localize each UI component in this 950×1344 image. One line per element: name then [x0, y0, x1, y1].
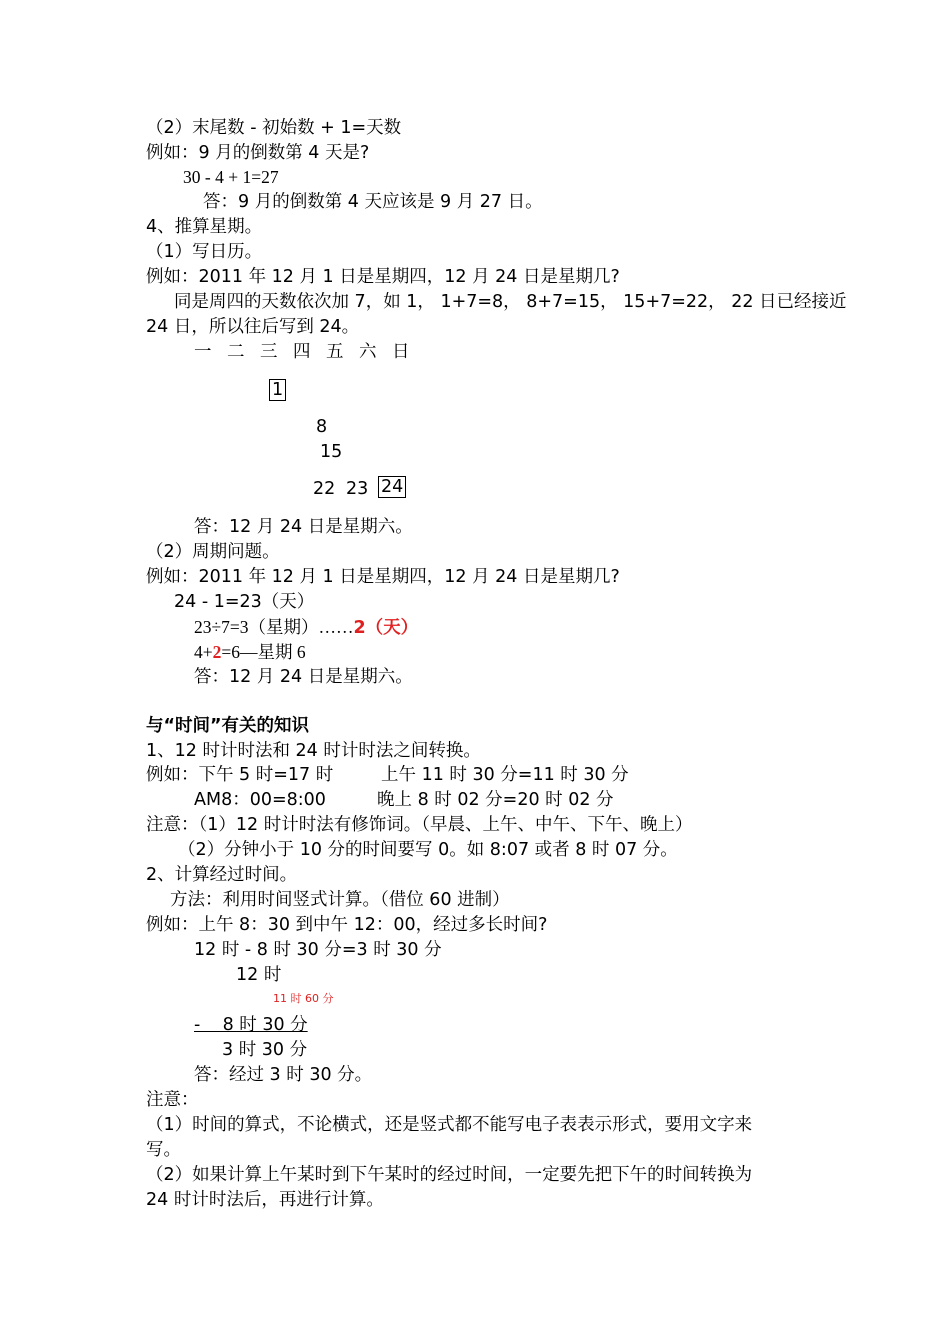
calc-23-div-7: 23÷7=3（星期）……2（天）: [194, 617, 419, 638]
weekday-sat: 六: [359, 342, 377, 362]
calendar-day-8: 8: [316, 417, 328, 437]
weekday-mon: 一: [194, 342, 212, 362]
example-dec-2011-b: 例如：2011 年 12 月 1 日是星期四，12 月 24 日是星期几?: [146, 567, 620, 587]
answer-sept-27: 答：9 月的倒数第 4 天应该是 9 月 27 日。: [203, 192, 543, 212]
note-p2-line1: （2）如果计算上午某时到下午某时的经过时间，一定要先把下午的时间转换为: [146, 1165, 753, 1185]
example-am8: AM8：00=8:00: [194, 790, 326, 810]
method-vertical: 方法：利用时间竖式计算。（借位 60 进制）: [170, 890, 510, 910]
vertical-result: 3 时 30 分: [222, 1040, 308, 1060]
example-830-to-1200: 例如：上午 8：30 到中午 12：00，经过多长时间?: [146, 915, 548, 935]
note-p1-line1: （1）时间的算式，不论横式，还是竖式都不能写电子表表示形式，要用文字来: [146, 1115, 753, 1135]
example-5pm: 例如：下午 5 时=17 时: [146, 765, 334, 785]
calendar-day-1: 1: [269, 379, 286, 401]
weekday-fri: 五: [326, 342, 344, 362]
note-p1-line2: 写。: [146, 1140, 181, 1160]
vertical-top: 12 时: [236, 965, 282, 985]
explain-line-1: 同是周四的天数依次加 7，如 1， 1+7=8， 8+7=15， 15+7=22， 22 日已经接近: [174, 292, 847, 312]
answer-saturday-1: 答：12 月 24 日是星期六。: [194, 517, 413, 537]
weekday-thu: 四: [293, 342, 311, 362]
weekday-sun: 日: [392, 342, 410, 362]
heading-12-24-convert: 1、12 时计时法和 24 时计时法之间转换。: [146, 741, 481, 761]
calendar-day-24: 24: [378, 476, 406, 498]
answer-saturday-2: 答：12 月 24 日是星期六。: [194, 667, 413, 687]
example-dec-2011: 例如：2011 年 12 月 1 日是星期四，12 月 24 日是星期几?: [146, 267, 620, 287]
heading-weekday: 4、推算星期。: [146, 217, 263, 237]
answer-elapsed: 答：经过 3 时 30 分。: [194, 1065, 373, 1085]
formula-tail-minus-start: （2）末尾数 - 初始数 + 1=天数: [146, 118, 402, 138]
vertical-borrow: 11 时 60 分: [273, 992, 334, 1005]
weekday-wed: 三: [260, 342, 278, 362]
calc-horizontal: 12 时 - 8 时 30 分=3 时 30 分: [194, 940, 442, 960]
vertical-minus: - 8 时 30 分: [194, 1015, 308, 1035]
calc-4-plus-2: 4+2=6—星期 6: [194, 642, 306, 662]
heading-elapsed-time: 2、计算经过时间。: [146, 865, 298, 885]
calc-24-minus-1: 24 - 1=23（天）: [174, 592, 315, 612]
example-8pm: 晚上 8 时 02 分=20 时 02 分: [377, 790, 614, 810]
calendar-day-22: 22: [313, 479, 336, 499]
note-p2-line2: 24 时计时法后，再进行计算。: [146, 1190, 384, 1210]
note-leading-zero: （2）分钟小于 10 分的时间要写 0。如 8:07 或者 8 时 07 分。: [178, 840, 678, 860]
example-sept-fourth-last: 例如：9 月的倒数第 4 天是?: [146, 143, 370, 163]
explain-line-2: 24 日，所以往后写到 24。: [146, 317, 360, 337]
note-modifier: 注意：（1）12 时计时法有修饰词。（早晨、上午、中午、下午、晚上）: [146, 815, 693, 835]
calendar-day-15: 15: [320, 442, 343, 462]
example-1130am: 上午 11 时 30 分=11 时 30 分: [381, 765, 629, 785]
note-label: 注意：: [146, 1090, 199, 1110]
weekday-header: [194, 341, 425, 363]
calc-30-minus-4: 30 - 4 + 1=27: [183, 167, 279, 187]
sub-cycle-problem: （2）周期问题。: [146, 542, 280, 562]
section-title-time: 与“时间”有关的知识: [146, 716, 310, 736]
calendar-day-23: 23: [346, 479, 369, 499]
sub-write-calendar: （1）写日历。: [146, 242, 263, 262]
weekday-tue: 二: [227, 342, 245, 362]
